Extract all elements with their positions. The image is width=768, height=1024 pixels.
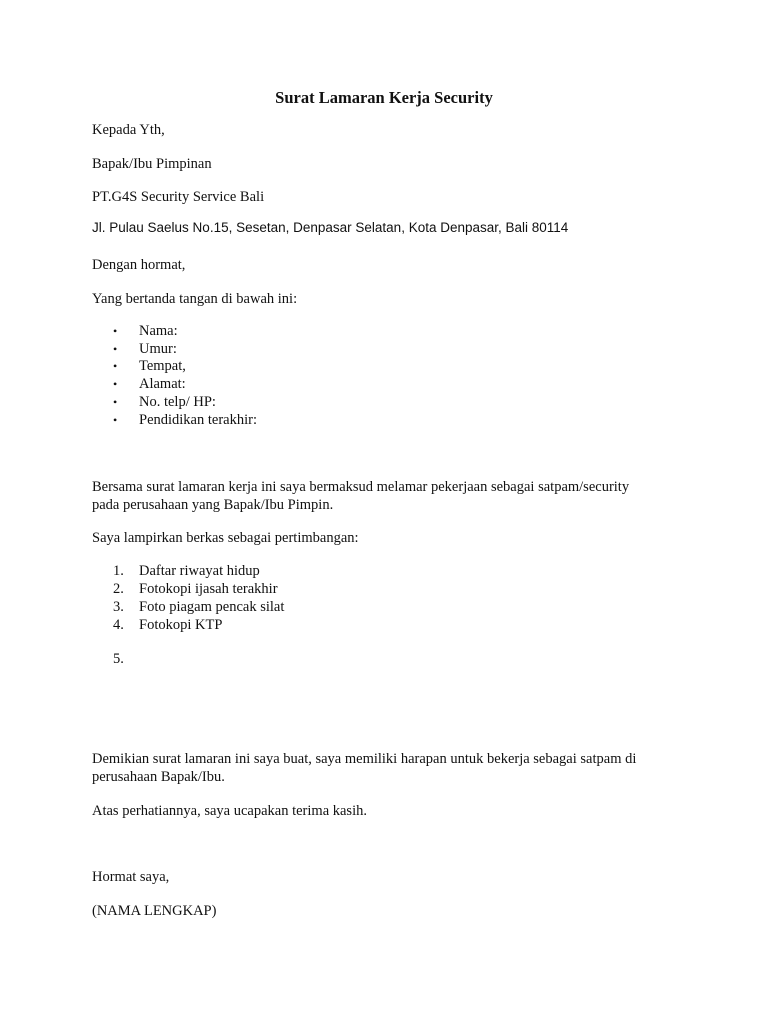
- bullet-icon: •: [113, 342, 118, 356]
- bullet-icon: •: [113, 413, 118, 427]
- list-item: [113, 411, 257, 429]
- item-number: 3.: [113, 599, 124, 615]
- recipient-salutation: Kepada Yth,: [92, 122, 165, 138]
- list-item: [113, 357, 186, 375]
- field-label: Pendidikan terakhir:: [139, 412, 257, 428]
- list-item: [113, 322, 178, 340]
- intro-text: Yang bertanda tangan di bawah ini:: [92, 291, 298, 307]
- attachment-text: Fotokopi ijasah terakhir: [139, 581, 278, 597]
- attachment-text: Foto piagam pencak silat: [139, 599, 285, 615]
- item-number: 4.: [113, 617, 124, 633]
- purpose-paragraph-line: Bersama surat lamaran kerja ini saya bermaksud melamar pekerjaan sebagai satpam/security: [92, 479, 630, 495]
- signoff-text: Hormat saya,: [92, 869, 170, 885]
- list-item: [113, 562, 260, 580]
- document-title: Surat Lamaran Kerja Security: [275, 88, 493, 107]
- field-label: Alamat:: [139, 376, 186, 392]
- list-item: [113, 340, 177, 358]
- purpose-paragraph-line: pada perusahaan yang Bapak/Ibu Pimpin.: [92, 497, 334, 513]
- recipient-address: Jl. Pulau Saelus No.15, Sesetan, Denpasar Selatan, Kota Denpasar, Bali 80114: [92, 220, 569, 235]
- field-label: No. telp/ HP:: [139, 394, 216, 410]
- bullet-icon: •: [113, 324, 118, 338]
- closing-paragraph-line: perusahaan Bapak/Ibu.: [92, 769, 225, 785]
- list-item: [113, 616, 222, 634]
- field-label: Nama:: [139, 323, 178, 339]
- list-item: [113, 393, 216, 411]
- closing-paragraph-line: Demikian surat lamaran ini saya buat, saya memiliki harapan untuk bekerja sebagai satpam di: [92, 751, 637, 767]
- attachment-text: Fotokopi KTP: [139, 617, 223, 633]
- field-label: Tempat,: [139, 358, 186, 374]
- list-item: [113, 650, 139, 668]
- field-label: Umur:: [139, 341, 177, 357]
- item-number: 2.: [113, 581, 124, 597]
- attachment-text: Daftar riwayat hidup: [139, 563, 260, 579]
- list-item: [113, 375, 186, 393]
- bullet-icon: •: [113, 359, 118, 373]
- recipient-company: PT.G4S Security Service Bali: [92, 189, 265, 205]
- signature-name: (NAMA LENGKAP): [92, 903, 217, 919]
- recipient-name: Bapak/Ibu Pimpinan: [92, 156, 212, 172]
- opening-greeting: Dengan hormat,: [92, 257, 186, 273]
- item-number: 1.: [113, 563, 124, 579]
- bullet-icon: •: [113, 395, 118, 409]
- list-item: [113, 598, 284, 616]
- item-number: 5.: [113, 651, 124, 667]
- bullet-icon: •: [113, 377, 118, 391]
- list-item: [113, 580, 278, 598]
- thanks-text: Atas perhatiannya, saya ucapakan terima kasih.: [92, 803, 367, 819]
- attachments-intro: Saya lampirkan berkas sebagai pertimbangan:: [92, 530, 359, 546]
